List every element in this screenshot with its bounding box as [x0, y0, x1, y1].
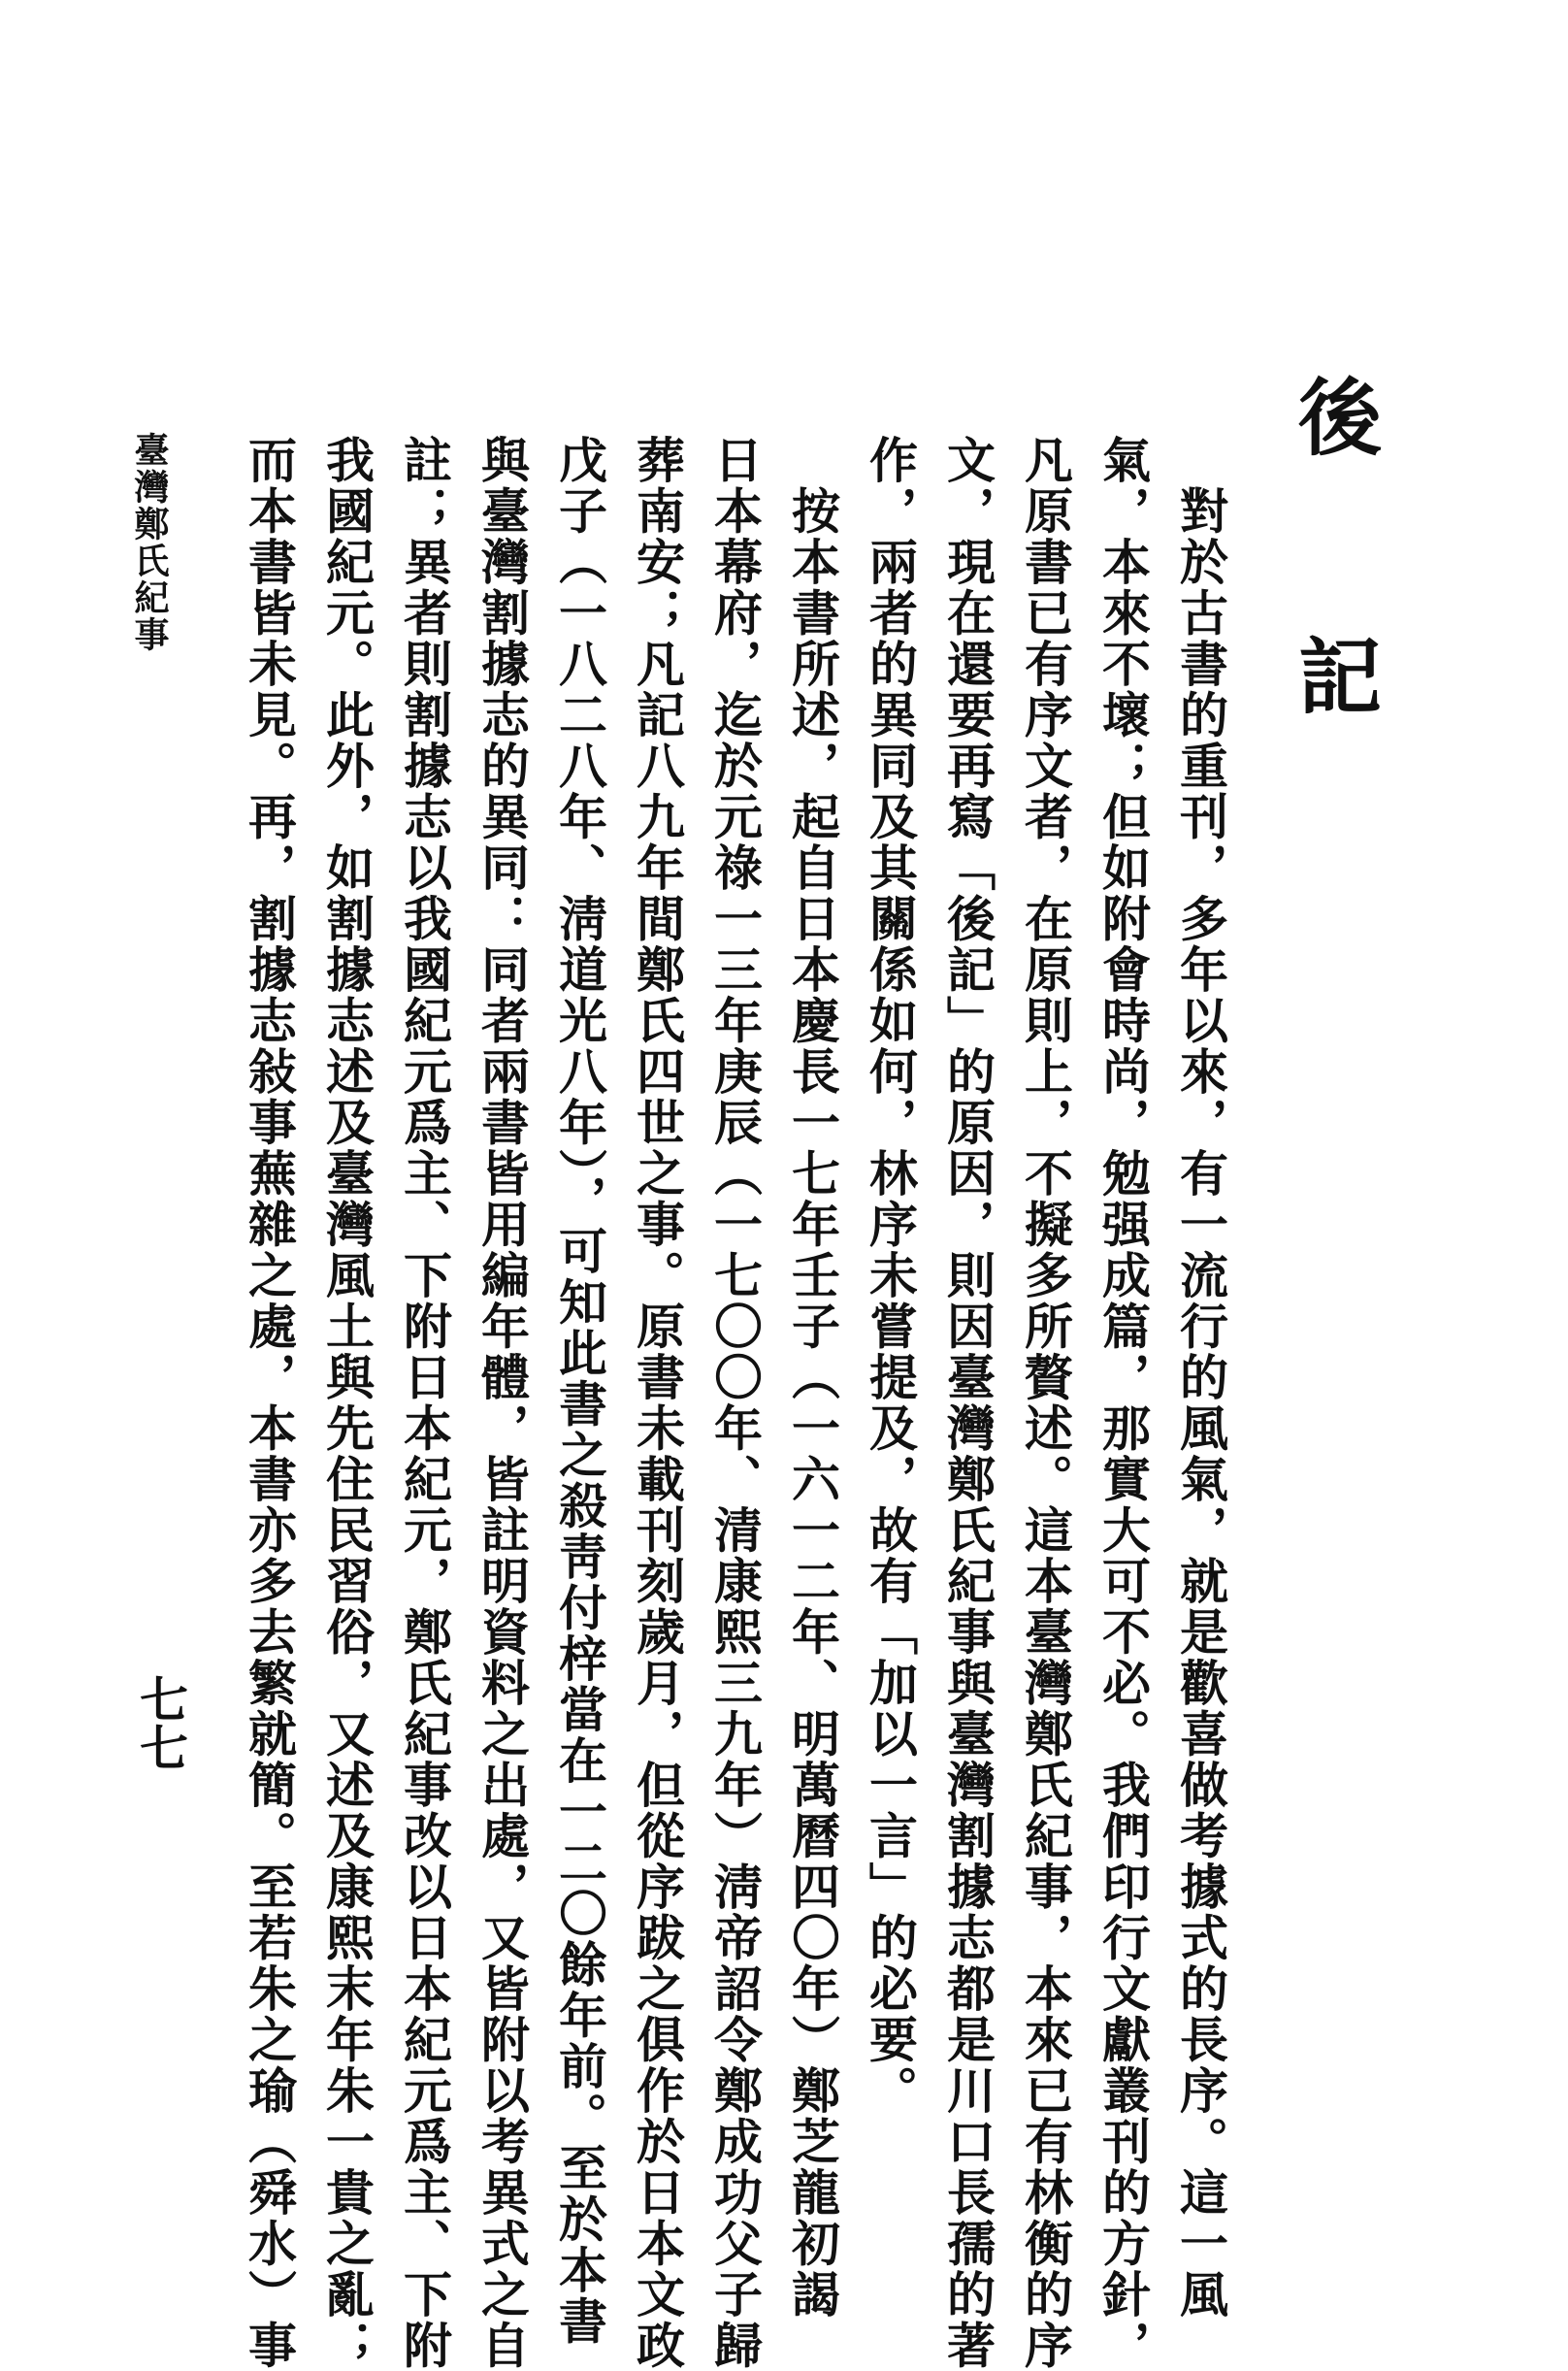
text-column-9: 戊子（一八二八年、淸道光八年），可知此書之殺靑付梓當在一二〇餘年前。至於本書: [551, 435, 608, 2347]
text-column-6: 按本書所述，起自日本慶長一七年壬子（一六一二年、明萬曆四〇年）鄭芝龍初謁: [784, 435, 841, 2321]
text-column-3: 凡原書已有序文者，在原則上，不擬多所贅述。這本臺灣鄭氏紀事，本來已有林衡的序: [1017, 435, 1074, 2371]
text-column-7: 日本幕府，迄於元祿一三年庚辰（一七〇〇年、清康熙三九年）淸帝詔令鄭成功父子歸: [706, 435, 764, 2371]
text-column-12: 我國紀元。此外，如割據志述及臺灣風土與先住民習俗，又述及康熙末年朱一貴之亂；: [318, 435, 376, 2371]
text-column-2: 氣，本來不壞；但如附會時尚，勉强成篇，那實大可不必。我們印行文獻叢刊的方針，: [1094, 435, 1152, 2371]
text-column-1: 對於古書的重刊，多年以來，有一流行的風氣，就是歡喜做考據式的長序。這一風: [1172, 435, 1229, 2321]
page-number: 七七: [132, 1674, 189, 1771]
page-title: 後 記: [1284, 374, 1382, 755]
text-column-13: 而本書皆未見。再，割據志敍事蕪雜之處，本書亦多去繁就簡。至若朱之瑜（舜水）事: [241, 435, 298, 2371]
text-column-11: 註；異者則割據志以我國紀元爲主、下附日本紀元，鄭氏紀事改以日本紀元爲主、下附: [396, 435, 453, 2371]
text-column-10: 與臺灣割據志的異同：同者兩書皆用編年體，皆註明資料之出處，又皆附以考異式之自: [474, 435, 531, 2371]
running-head: 臺灣鄭氏紀事: [129, 432, 170, 653]
text-column-5: 作，兩者的異同及其關係如何，林序未嘗提及，故有「加以一言」的必要。: [862, 435, 919, 2117]
text-column-8: 葬南安；凡記八九年間鄭氏四世之事。原書未載刊刻歲月，但從序跋之俱作於日本文政: [629, 435, 686, 2371]
text-column-4: 文，現在還要再寫「後記」的原因，則因臺灣鄭氏紀事與臺灣割據志都是川口長孺的著: [939, 435, 996, 2371]
